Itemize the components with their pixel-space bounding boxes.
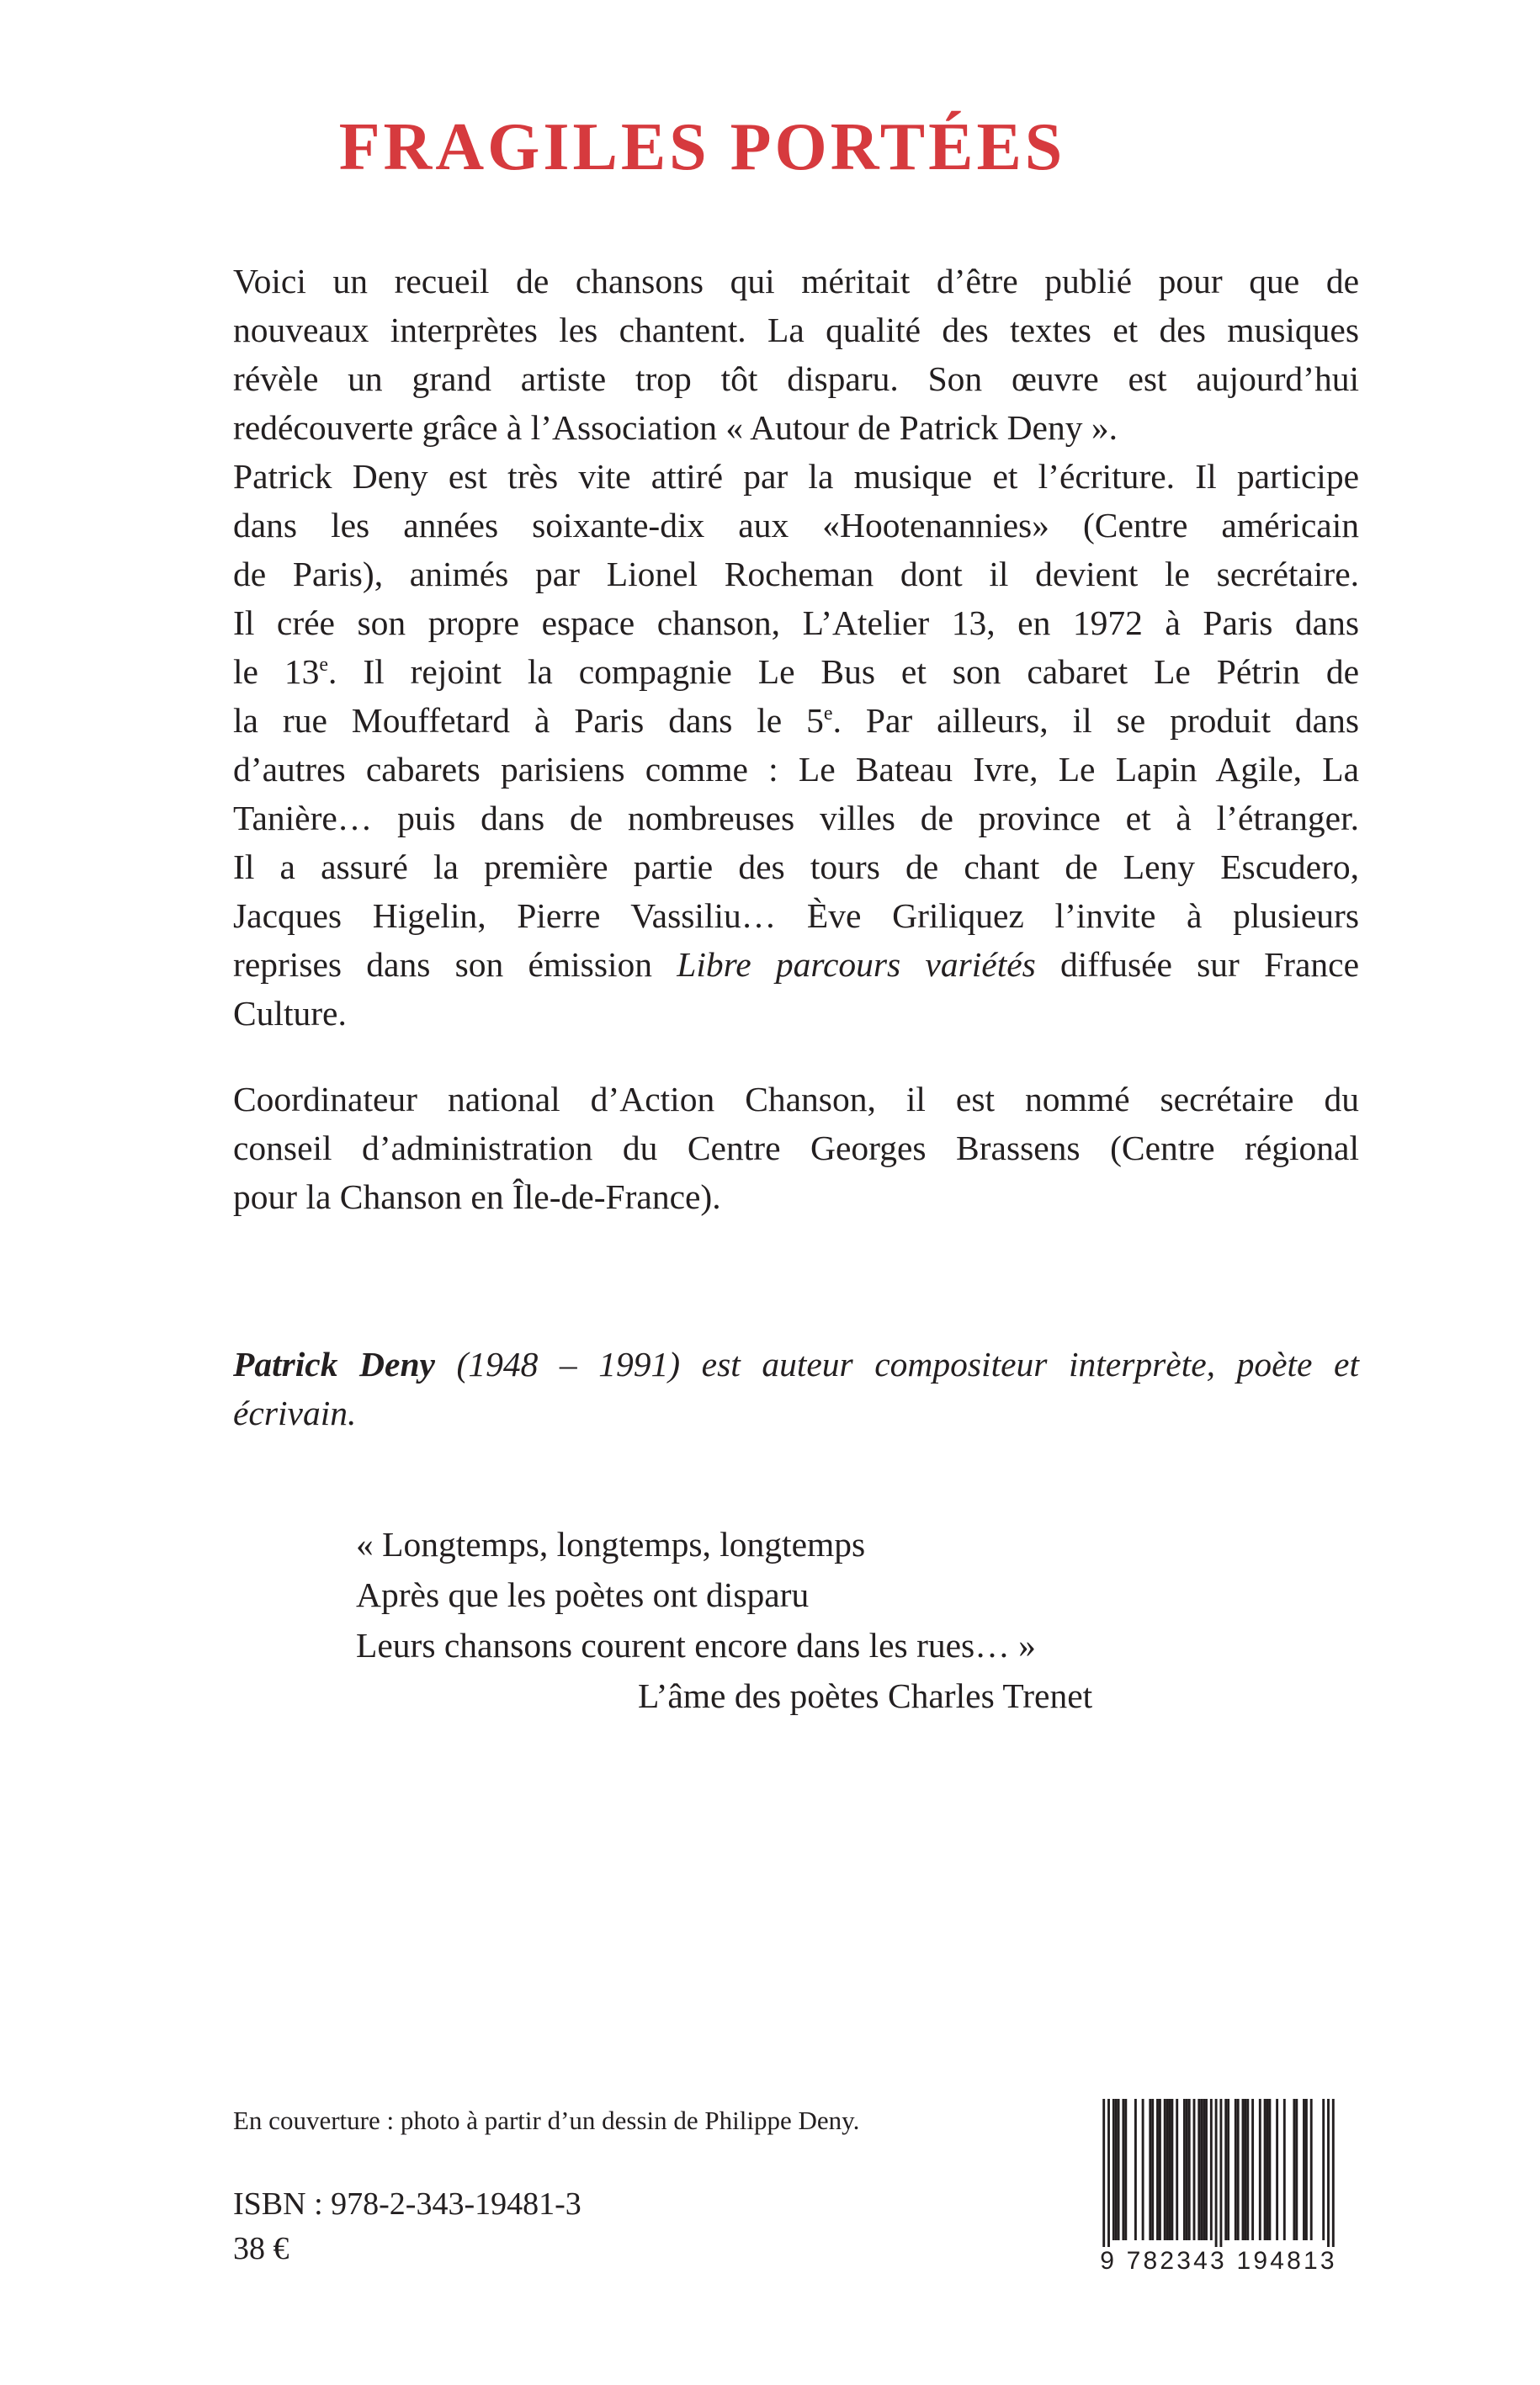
paragraph-biography — [233, 452, 1359, 1038]
text-segment: reprises dans son émission — [233, 945, 677, 984]
barcode-bar — [1293, 2099, 1295, 2240]
barcode-bar — [1310, 2099, 1313, 2240]
text-line: Coordinateur national d’Action Chanson, il est nommé secrétaire du — [233, 1080, 1359, 1118]
barcode-bar — [1113, 2099, 1115, 2240]
barcode-bar — [1107, 2099, 1110, 2247]
barcode-bar — [1268, 2099, 1271, 2240]
barcode-bar — [1303, 2099, 1305, 2240]
author-name: Patrick Deny — [233, 1345, 435, 1384]
barcode-bar — [1149, 2099, 1151, 2240]
barcode-bar — [1102, 2099, 1105, 2247]
barcode-bar — [1276, 2099, 1278, 2240]
barcode-bar — [1186, 2099, 1188, 2240]
barcode-bar — [1169, 2099, 1171, 2240]
barcode-bar — [1237, 2099, 1240, 2240]
barcode-bars — [1092, 2096, 1345, 2247]
text-segment: (1948 – 1991) est auteur compositeur interprète, poète et — [434, 1345, 1359, 1384]
barcode-bar — [1164, 2099, 1166, 2240]
price: 38 € — [233, 2231, 289, 2266]
barcode-bar — [1159, 2099, 1161, 2240]
text-segment: . Par ailleurs, il se produit dans — [832, 701, 1359, 740]
text-line: d’autres cabarets parisiens comme : Le Bateau Ivre, Le Lapin Agile, La — [233, 750, 1359, 789]
barcode-bar — [1151, 2099, 1154, 2240]
barcode-bar — [1200, 2099, 1203, 2240]
barcode-bar — [1124, 2099, 1127, 2240]
barcode-bar — [1264, 2099, 1267, 2240]
superscript: e — [823, 703, 833, 725]
barcode-bar — [1215, 2099, 1218, 2247]
text-line: dans les années soixante-dix aux «Hootenannies» (Centre américain — [233, 506, 1359, 544]
show-title: Libre parcours variétés — [677, 945, 1036, 984]
barcode — [1092, 2096, 1345, 2278]
text-line: révèle un grand artiste trop tôt disparu. Son œuvre est aujourd’hui — [233, 359, 1359, 398]
text-line: conseil d’administration du Centre Georges Brassens (Centre régional — [233, 1129, 1359, 1167]
quote-line: Après que les poètes ont disparu — [356, 1575, 810, 1614]
text-line — [233, 696, 1359, 745]
isbn: ISBN : 978-2-343-19481-3 — [233, 2186, 581, 2222]
text-line: Culture. — [233, 994, 347, 1033]
barcode-bar — [1227, 2099, 1229, 2240]
barcode-bar — [1242, 2099, 1245, 2240]
barcode-bar — [1332, 2099, 1335, 2247]
barcode-bar — [1134, 2099, 1137, 2240]
text-segment: diffusée sur France — [1035, 945, 1360, 984]
text-line — [233, 1340, 1359, 1389]
paragraph-intro — [233, 257, 1359, 452]
text-line: nouveaux interprètes les chantent. La qualité des textes et des musiques — [233, 311, 1359, 349]
barcode-bar — [1197, 2099, 1200, 2240]
barcode-bar — [1295, 2099, 1298, 2240]
barcode-digits: 9 782343 194813 — [1100, 2247, 1337, 2275]
text-line: redécouverte grâce à l’Association « Autour de Patrick Deny ». — [233, 408, 1118, 447]
barcode-bar — [1203, 2099, 1205, 2240]
book-title: FRAGILES PORTÉES — [338, 110, 1066, 184]
text-line: Patrick Deny est très vite attiré par la musique et l’écriture. Il participe — [233, 457, 1359, 496]
barcode-bar — [1251, 2099, 1254, 2240]
quote-line: « Longtemps, longtemps, longtemps — [356, 1525, 866, 1564]
barcode-bar — [1205, 2099, 1208, 2240]
text-line: écrivain. — [233, 1394, 357, 1432]
epigraph-quote — [356, 1519, 1092, 1721]
text-segment: . Il rejoint la compagnie Le Bus et son cabaret Le Pétrin de — [328, 652, 1359, 691]
barcode-bar — [1115, 2099, 1118, 2240]
author-bio — [233, 1340, 1359, 1437]
barcode-bar — [1305, 2099, 1308, 2240]
text-line — [233, 647, 1359, 696]
barcode-bar — [1142, 2099, 1144, 2240]
barcode-bar — [1193, 2099, 1196, 2240]
barcode-bar — [1267, 2099, 1269, 2240]
paragraph-roles — [233, 1075, 1359, 1221]
text-line: Voici un recueil de chansons qui méritait d’être publié pour que de — [233, 262, 1359, 300]
barcode-bar — [1188, 2099, 1191, 2240]
barcode-bar — [1171, 2099, 1173, 2240]
barcode-bar — [1210, 2099, 1213, 2240]
cover-credit: En couverture : photo à partir d’un dessin de Philippe Deny. — [233, 2106, 860, 2135]
barcode-bar — [1283, 2099, 1286, 2240]
text-line — [233, 940, 1359, 989]
text-line: pour la Chanson en Île-de-France). — [233, 1177, 721, 1216]
barcode-bar — [1235, 2099, 1237, 2240]
barcode-bar — [1327, 2099, 1330, 2247]
text-line: Tanière… puis dans de nombreuses villes de province et à l’étranger. — [233, 799, 1359, 837]
barcode-bar — [1176, 2099, 1178, 2240]
barcode-bar — [1259, 2099, 1261, 2240]
text-line: Jacques Higelin, Pierre Vassiliu… Ève Griliquez l’invite à plusieurs — [233, 896, 1359, 935]
barcode-bar — [1322, 2099, 1325, 2240]
text-line: de Paris), animés par Lionel Rocheman dont il devient le secrétaire. — [233, 555, 1359, 593]
barcode-bar — [1219, 2099, 1222, 2247]
text-line: Il crée son propre espace chanson, L’Atelier 13, en 1972 à Paris dans — [233, 603, 1359, 642]
text-segment: la rue Mouffetard à Paris dans le 5 — [233, 701, 824, 740]
barcode-bar — [1156, 2099, 1159, 2240]
quote-attribution: L’âme des poètes Charles Trenet — [638, 1676, 1093, 1715]
barcode-bar — [1246, 2099, 1249, 2240]
barcode-bar — [1244, 2099, 1246, 2240]
barcode-bar — [1122, 2099, 1124, 2240]
barcode-bar — [1224, 2099, 1227, 2240]
text-line: Il a assuré la première partie des tours de chant de Leny Escudero, — [233, 847, 1359, 886]
quote-line: Leurs chansons courent encore dans les rues… » — [356, 1626, 1036, 1665]
superscript: e — [319, 654, 329, 677]
text-segment: le 13 — [233, 652, 320, 691]
barcode-bar — [1166, 2099, 1169, 2240]
barcode-bar — [1183, 2099, 1186, 2240]
barcode-bar — [1118, 2099, 1120, 2240]
